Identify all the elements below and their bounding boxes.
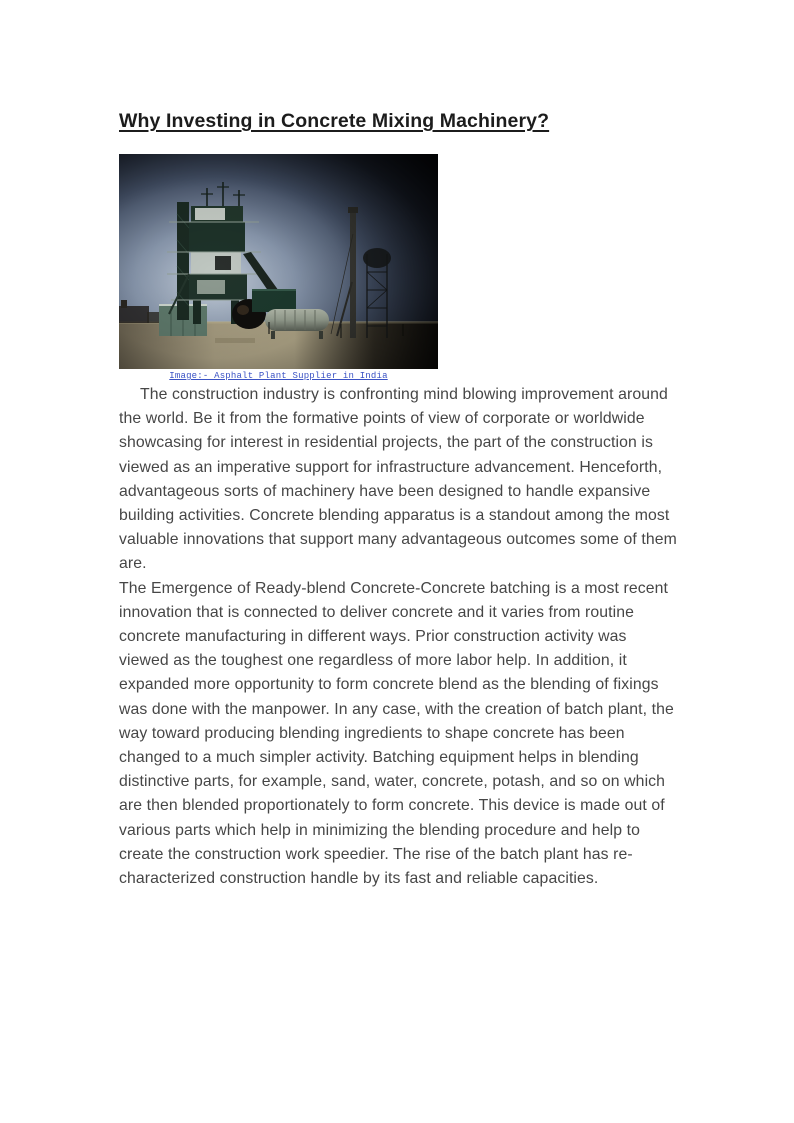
body-paragraph: The Emergence of Ready-blend Concrete-Concrete batching is a most recent innovation that is connected to deliver concrete and it varies from routine concrete manufacturing in different ways. Prior construction activity was viewed as the toughest one regardless of more labor help. In addition, it expanded more opportunity to form concrete blend as the blending of fixings was done with the manpower. In any case, with the creation of batch plant, the way toward producing blending ingredients to shape concrete has been changed to a much simpler activity. Batching equipment helps in blending distinctive parts, for example, sand, water, concrete, potash, and so on which are then blended proportionately to form concrete. This device is made out of various parts which help in minimizing the blending procedure and help to create the construction work speedier. The rise of the batch plant has re-characterized construction handle by its fast and reliable capacities.	[119, 579, 674, 888]
article-title: Why Investing in Concrete Mixing Machinery?	[119, 110, 550, 133]
article-body	[119, 383, 677, 891]
body-paragraph: The construction industry is confronting mind blowing improvement around the world. Be it from the formative points of view of corporate or worldwide showcasing for interest in residential projects, the part of the construction is viewed as an imperative support for infrastructure advancement. Henceforth, advantageous sorts of machinery have been designed to handle expansive building activities. Concrete blending apparatus is a standout among the most valuable innovations that support many advantageous outcomes some of them are.	[119, 386, 677, 573]
image-credit-link[interactable]: Image:- Asphalt Plant Supplier in India	[169, 371, 388, 381]
figure	[119, 154, 438, 381]
asphalt-plant-photo	[119, 154, 438, 369]
vignette-overlay	[119, 154, 438, 369]
